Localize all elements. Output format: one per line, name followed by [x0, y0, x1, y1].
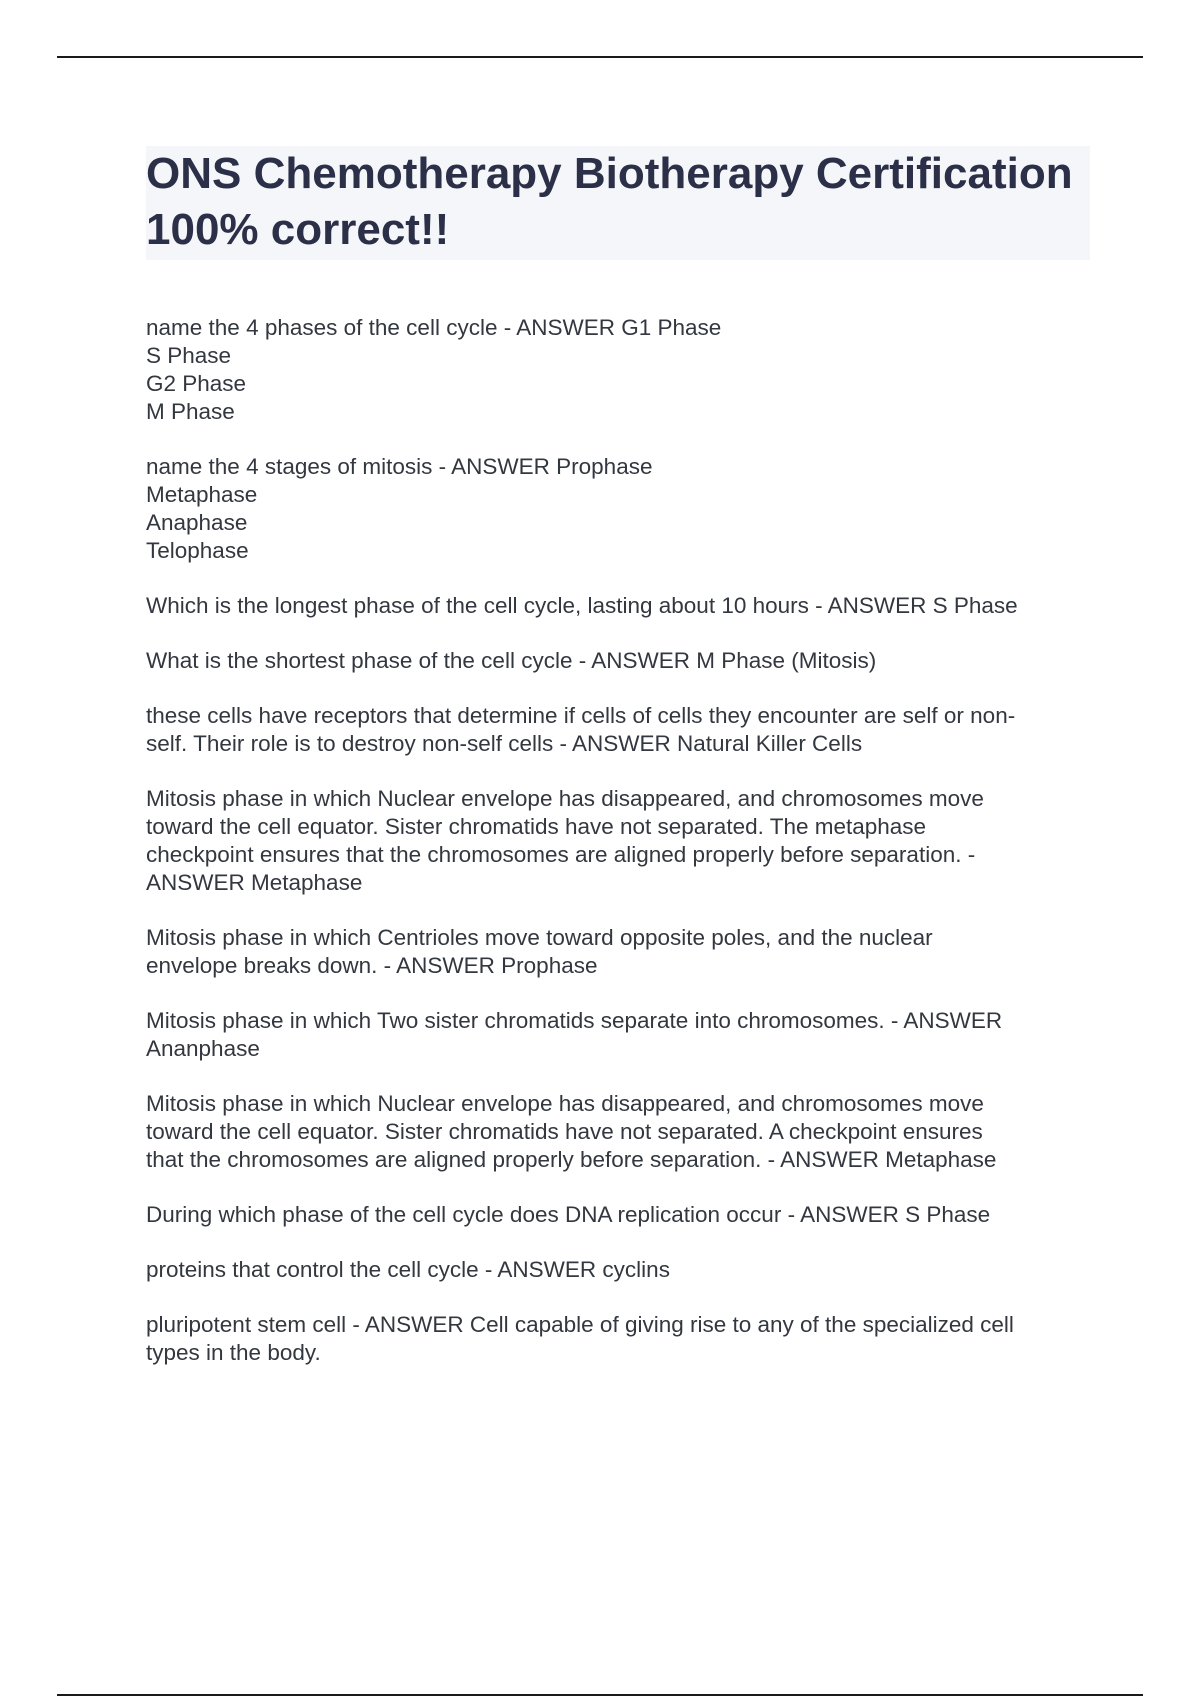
- qa-line: G2 Phase: [146, 371, 247, 396]
- qa-line: Telophase: [146, 538, 249, 563]
- qa-item: [146, 1007, 1090, 1063]
- qa-list: [146, 314, 1090, 1367]
- qa-line: that the chromosomes are aligned properly before separation. - ANSWER Metaphase: [146, 1147, 997, 1172]
- qa-item: [146, 702, 1090, 758]
- qa-line: Mitosis phase in which Two sister chromatids separate into chromosomes. - ANSWER: [146, 1008, 1003, 1033]
- qa-line: these cells have receptors that determine if cells of cells they encounter are self or non-: [146, 703, 1016, 728]
- qa-line: Ananphase: [146, 1036, 260, 1061]
- qa-line: M Phase: [146, 399, 235, 424]
- top-rule: [57, 56, 1143, 58]
- qa-item: [146, 1201, 1090, 1229]
- qa-line: S Phase: [146, 343, 232, 368]
- qa-item: [146, 785, 1090, 897]
- qa-line: Which is the longest phase of the cell cycle, lasting about 10 hours - ANSWER S Phase: [146, 593, 1018, 618]
- qa-line: Mitosis phase in which Nuclear envelope has disappeared, and chromosomes move: [146, 1091, 984, 1116]
- bottom-rule: [57, 1694, 1143, 1696]
- document-body: [146, 146, 1090, 1394]
- qa-item: [146, 924, 1090, 980]
- qa-line: Mitosis phase in which Nuclear envelope has disappeared, and chromosomes move: [146, 786, 984, 811]
- qa-line: toward the cell equator. Sister chromatids have not separated. A checkpoint ensures: [146, 1119, 983, 1144]
- qa-line: types in the body.: [146, 1340, 321, 1365]
- qa-line: During which phase of the cell cycle does DNA replication occur - ANSWER S Phase: [146, 1202, 991, 1227]
- qa-item: [146, 314, 1090, 426]
- qa-line: Metaphase: [146, 482, 258, 507]
- document-title: ONS Chemotherapy Biotherapy Certification 100% correct!!: [146, 149, 1073, 254]
- qa-line: name the 4 stages of mitosis - ANSWER Prophase: [146, 454, 653, 479]
- qa-item: [146, 592, 1090, 620]
- qa-line: proteins that control the cell cycle - ANSWER cyclins: [146, 1257, 670, 1282]
- qa-line: name the 4 phases of the cell cycle - ANSWER G1 Phase: [146, 315, 722, 340]
- qa-item: [146, 1090, 1090, 1174]
- qa-line: What is the shortest phase of the cell cycle - ANSWER M Phase (Mitosis): [146, 648, 877, 673]
- qa-line: toward the cell equator. Sister chromatids have not separated. The metaphase: [146, 814, 927, 839]
- qa-line: envelope breaks down. - ANSWER Prophase: [146, 953, 598, 978]
- qa-line: self. Their role is to destroy non-self cells - ANSWER Natural Killer Cells: [146, 731, 863, 756]
- qa-item: [146, 1311, 1090, 1367]
- qa-line: Mitosis phase in which Centrioles move toward opposite poles, and the nuclear: [146, 925, 933, 950]
- qa-line: ANSWER Metaphase: [146, 870, 363, 895]
- qa-line: pluripotent stem cell - ANSWER Cell capable of giving rise to any of the specialized cell: [146, 1312, 1014, 1337]
- qa-item: [146, 647, 1090, 675]
- qa-item: [146, 1256, 1090, 1284]
- title-block: [146, 146, 1090, 260]
- qa-line: Anaphase: [146, 510, 248, 535]
- qa-line: checkpoint ensures that the chromosomes are aligned properly before separation. -: [146, 842, 976, 867]
- qa-item: [146, 453, 1090, 565]
